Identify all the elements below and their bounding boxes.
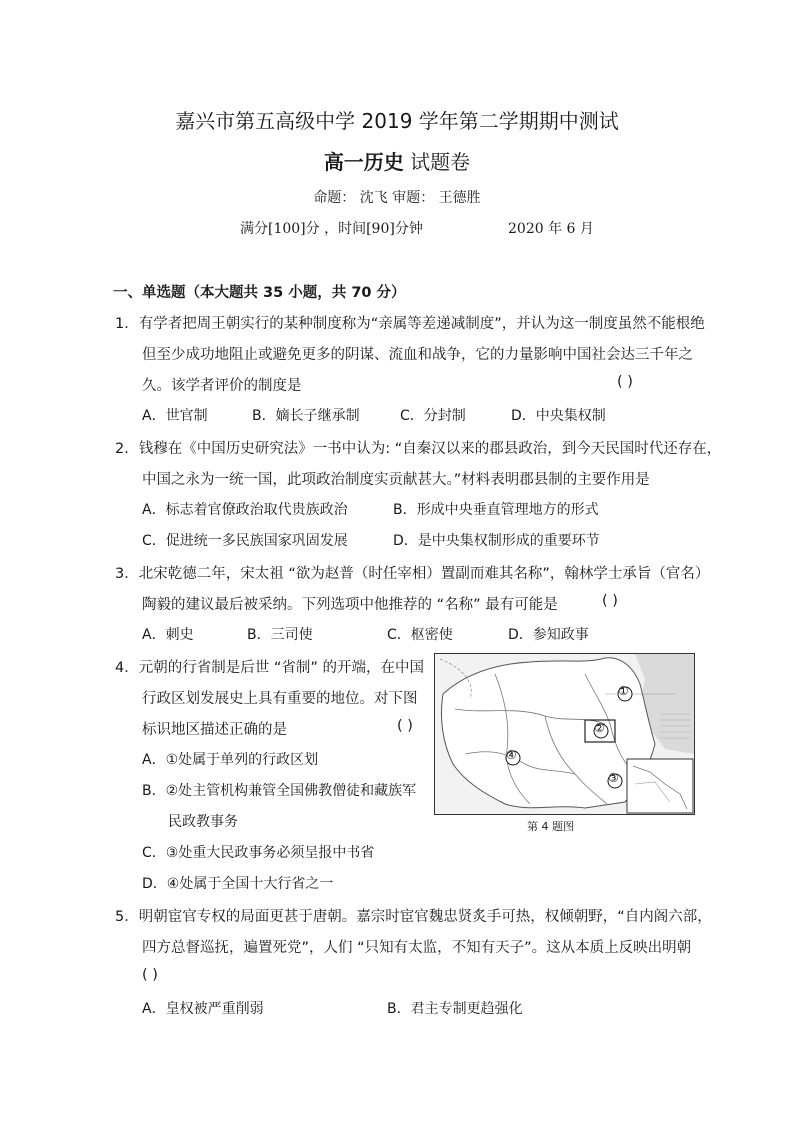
section-heading: 一、单选题（本大题共 35 小题，共 70 分）: [113, 285, 406, 301]
q4-answer-paren: ( ): [397, 718, 413, 734]
q3-option-a: A．刺史: [142, 627, 194, 643]
q3-line1: 3．北宋乾德二年，宋太祖 “欲为赵普（时任宰相）置副而难其名称”，翰林学士承旨（官名）: [115, 566, 710, 582]
exam-title: 嘉兴市第五高级中学 2019 学年第二学期期中测试: [175, 109, 619, 133]
q1-line1: 1．有学者把周王朝实行的某种制度称为“亲属等差递减制度”，并认为这一制度虽然不能根绝: [115, 316, 705, 332]
q4-line3: 标识地区描述正确的是: [142, 722, 287, 738]
exam-subtitle: [0, 146, 794, 175]
q1-line3: 久。该学者评价的制度是: [142, 378, 302, 394]
subject-name: 高一历史: [323, 150, 404, 174]
q2-option-c: C．促进统一多民族国家巩固发展: [142, 533, 348, 549]
q5-option-b: B．君主专制更趋强化: [387, 1001, 523, 1017]
q5-answer-paren: ( ): [142, 967, 158, 983]
map-caption: 第 4 题图: [527, 820, 574, 833]
map-marker-4: ④: [506, 748, 517, 762]
q5-line1: 5．明朝宦官专权的局面更甚于唐朝。嘉宗时宦官魏忠贤炙手可热，权倾朝野，“自内阁六部，: [115, 909, 712, 925]
q4-option-c: C．③处重大民政事务必须呈报中书省: [142, 845, 375, 861]
q1-option-d: D．中央集权制: [511, 408, 606, 424]
q4-line2: 行政区划发展史上具有重要的地位。对下图: [142, 691, 418, 707]
q3-option-b: B．三司使: [247, 627, 313, 643]
q3-answer-paren: ( ): [602, 593, 618, 609]
q4-option-b-line2: 民政教事务: [168, 814, 238, 830]
q1-line2: 但至少成功地阻止或避免更多的阴谋、流血和战争，它的力量影响中国社会达三千年之: [142, 347, 693, 363]
q4-option-a: A．①处属于单列的行政区划: [142, 752, 319, 768]
q1-option-a: A．世官制: [142, 408, 208, 424]
authors-line: 命题： 沈飞 审题： 王德胜: [313, 190, 481, 206]
q2-option-b: B．形成中央垂直管理地方的形式: [393, 502, 599, 518]
q2-line1: 2．钱穆在《中国历史研究法》一书中认为: “自秦汉以来的郡县政治，到今天民国时代还存在，: [115, 441, 722, 457]
q3-line2: 陶毅的建议最后被采纳。下列选项中他推荐的 “名称” 最有可能是: [142, 597, 558, 613]
score-time: 满分[100]分 ，时间[90]分钟: [240, 221, 423, 237]
q4-line1: 4．元朝的行省制是后世 “省制” 的开端，在中国: [115, 660, 424, 676]
map-marker-3: ③: [608, 771, 619, 785]
q4-option-b-line1: B．②处主管机构兼管全国佛教僧徒和藏族军: [142, 783, 417, 799]
exam-date: 2020 年 6 月: [508, 221, 594, 237]
q1-answer-paren: ( ): [617, 374, 633, 390]
q1-option-b: B．嫡长子继承制: [252, 408, 360, 424]
q4-option-d: D．④处属于全国十大行省之一: [142, 876, 334, 892]
map-marker-2: ②: [594, 721, 605, 735]
q2-option-d: D．是中央集权制形成的重要环节: [393, 533, 600, 549]
yuan-province-map: [434, 653, 695, 815]
paper-type: 试题卷: [403, 150, 471, 174]
q3-option-c: C．枢密使: [387, 627, 453, 643]
q5-line2: 四方总督巡抚，遍置死党”，人们 “只知有太监，不知有天子”。这从本质上反映出明朝: [142, 940, 692, 956]
q2-line2: 中国之永为一统一国，此项政治制度实贡献甚大。”材料表明郡县制的主要作用是: [142, 472, 650, 488]
map-marker-1: ①: [618, 684, 629, 698]
q5-option-a: A．皇权被严重削弱: [142, 1001, 264, 1017]
q1-option-c: C．分封制: [400, 408, 466, 424]
map-outline-graphic: [435, 654, 694, 814]
q3-option-d: D．参知政事: [508, 627, 589, 643]
q2-option-a: A．标志着官僚政治取代贵族政治: [142, 502, 348, 518]
